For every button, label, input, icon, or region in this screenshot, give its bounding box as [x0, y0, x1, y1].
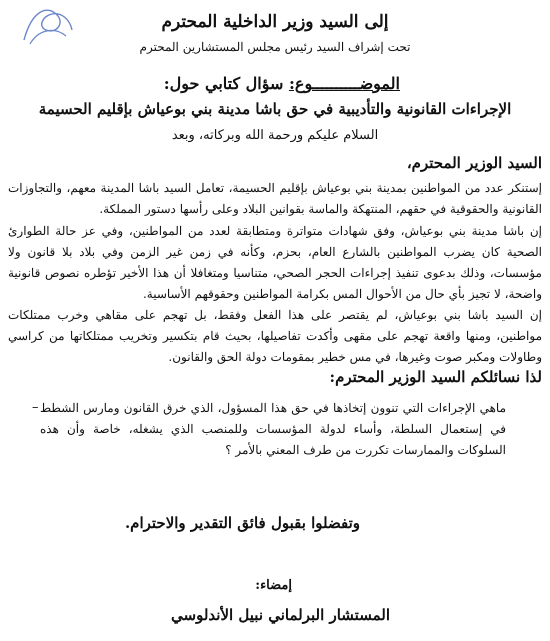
signature-label: إمضاء:: [255, 578, 292, 593]
closing-line: وتفضلوا بقبول فائق التقدير والاحترام.: [124, 514, 360, 532]
supervision-line: تحت إشراف السيد رئيس مجلس المستشارين المحترم: [139, 40, 411, 54]
greeting-line: السلام عليكم ورحمة الله وبركاته، وبعد: [171, 128, 379, 143]
question-heading: لذا نسائلكم السيد الوزير المحترم:: [329, 368, 542, 386]
subject-line: [164, 74, 400, 93]
paragraph-3: إن السيد باشا بني بوعياش، لم يقتصر على هذا الفعل وفقط، بل تهجم على مقاهي وخرب ممتلكات مواطنين، ومنها واقعة تهجم على مقهى وأكدت تفاصيلها، بحيث قام بتكسير وتخريب ممتلكاتها من كراسي وطاولات ومكبر صوت وغيرها، في مس خطير بمقومات دولة الحق والقانون.: [8, 308, 542, 364]
question-text: ماهي الإجراءات التي تنوون إتخاذها في حق هذا المسؤول، الذي خرق القانون ومارس الشطط في إستعمال السلطة، وأساء لدولة المؤسسات وللمنصب الذي يشغله، خاصة وأن هذه السلوكات والممارسات تكررت من طرف المعني بالأمر ؟: [40, 401, 506, 457]
subject-text: سؤال كتابي حول:: [163, 74, 284, 93]
addressee-heading: إلى السيد وزير الداخلية المحترم: [161, 12, 389, 32]
signer-name: المستشار البرلماني نبيل الأندلوسي: [171, 606, 390, 624]
paragraph-1: إستنكر عدد من المواطنين بمدينة بني بوعياش بإقليم الحسيمة، تعامل السيد باشا المدينة معهم، والتجاوزات القانونية والحقوقية في حقهم، المنتهكة والماسة بقوانين البلاد وعلى رأسها دستور المملكة.: [8, 181, 543, 216]
subject-title: الإجراءات القانونية والتأديبية في حق باشا مدينة بني بوعياش بإقليم الحسيمة: [38, 100, 512, 118]
salutation: السيد الوزير المحترم،: [406, 154, 542, 172]
subject-label: الموضــــــــــوع:: [288, 74, 400, 93]
paragraph-2: إن باشا مدينة بني بوعياش، وفق شهادات متواترة ومتطابقة لعدد من المواطنين، وفي عز حالة الطوارئ الصحية كان يضرب المواطنين بالشارع العام، بحزم، وكأنه في زمن غير الزمن وفي بلاد بلا قانون ولا مؤسسات، وذلك بدعوى تنفيذ إجراءات الحجر الصحي، متناسيا ومتغافلا أن هذا الأخير تؤطره نصوص قانونية واضحة، لا تجيز بأي حال من الأحوال المس بكرامة المواطنين وحقوقهم الأساسية.: [8, 224, 542, 301]
bullet-dash: –: [32, 400, 39, 415]
